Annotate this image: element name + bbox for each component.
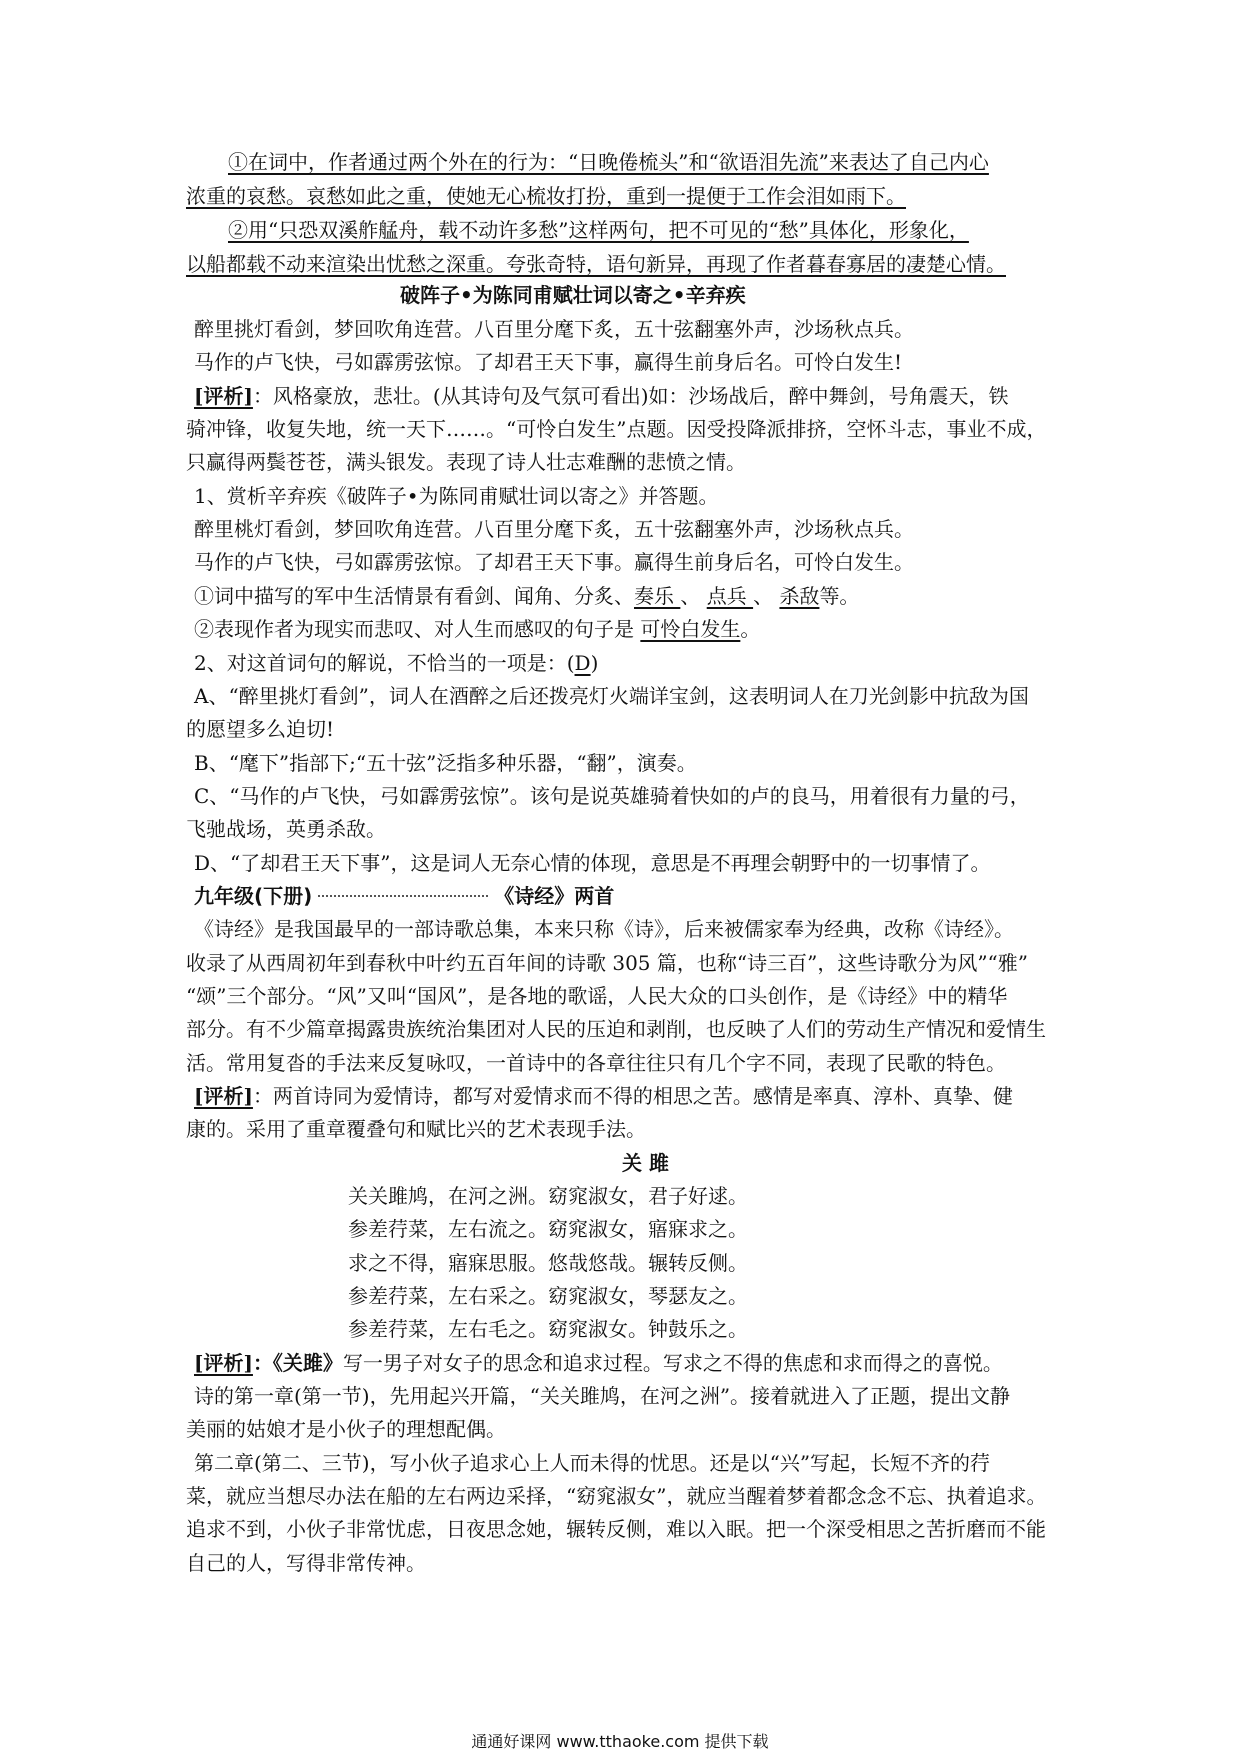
answer-blank: 点兵 [706,584,754,608]
page-footer: 通通好课网 www.tthaoke.com 提供下载 [471,1732,769,1751]
leader-dots [318,895,488,897]
option-d: D、“了却君王天下事”，这是词人无奈心情的体现，意思是不再理会朝野中的一切事情了。 [194,851,991,875]
question-1b [194,617,760,642]
commentary-line [194,1351,1003,1376]
answer-blank: 杀敌 [779,584,820,608]
question-text: ) [590,651,599,675]
commentary-line: 只赢得两鬓苍苍，满头银发。表现了诗人壮志难酬的悲愤之情。 [186,450,746,474]
commentary-line: 自己的人，写得非常传神。 [186,1551,426,1575]
question-text: 。 [740,617,761,641]
commentary-tag: [评析] [194,1084,253,1108]
answer-2-line-2: 以船都载不动来渲染出忧愁之深重。夸张奇特，语句新异，再现了作者暮春寡居的凄楚心情。 [186,252,1006,276]
separator: 、 [753,584,780,608]
commentary-line: 菜，就应当想尽办法在船的左右两边采择，“窈窕淑女”，就应当醒着梦着都念念不忘、执着追求。 [186,1484,1047,1508]
commentary-line: 康的。采用了重章覆叠句和赋比兴的艺术表现手法。 [186,1117,646,1141]
intro-line: “颂”三个部分。“风”又叫“国风”，是各地的歌谣，人民大众的口头创作，是《诗经》中的精华 [186,984,1008,1008]
question-text: ②表现作者为现实而悲叹、对人生而感叹的句子是 [194,617,641,641]
commentary-text: ：两首诗同为爱情诗，都写对爱情求而不得的相思之苦。感情是率真、淳朴、真挚、健 [252,1084,1013,1108]
chapter-heading [194,884,614,909]
question-1a [194,584,859,609]
commentary-line [194,384,1009,409]
poem-line: 参差荇菜，左右采之。窈窕淑女，琴瑟友之。 [348,1284,748,1308]
chapter-title: 《诗经》两首 [494,884,615,908]
poem-title-guanju: 关 雎 [622,1151,669,1175]
option-c-cont: 飞驰战场，英勇杀敌。 [186,817,386,841]
question-1: 1、赏析辛弃疾《破阵子•为陈同甫赋壮词以寄之》并答题。 [194,484,719,508]
question-text: 2、对这首词句的解说，不恰当的一项是：( [194,651,575,675]
option-b: B、“麾下”指部下;“五十弦”泛指多种乐器，“翻”，演奏。 [194,751,697,775]
question-poem-line: 马作的卢飞快，弓如霹雳弦惊。了却君王天下事。赢得生前身后名，可怜白发生。 [194,550,914,574]
poem-line: 醉里挑灯看剑，梦回吹角连营。八百里分麾下炙，五十弦翻塞外声，沙场秋点兵。 [194,317,914,341]
grade-label: 九年级(下册) [194,884,313,908]
question-text: ①词中描写的军中生活情景有看剑、闻角、分炙、 [194,584,634,608]
option-a: A、“醉里挑灯看剑”，词人在酒醉之后还拨亮灯火端详宝剑，这表明词人在刀光剑影中抗敌为国 [194,684,1029,708]
answer-blank: D [574,651,591,675]
commentary-text: ：风格豪放，悲壮。(从其诗句及气氛可看出)如：沙场战后，醉中舞剑，号角震天，铁 [252,384,1009,408]
commentary-line: 美丽的姑娘才是小伙子的理想配偶。 [186,1417,506,1441]
poem-line: 参差荇菜，左右流之。窈窕淑女，寤寐求之。 [348,1217,748,1241]
poem-title-pozhenzi: 破阵子•为陈同甫赋壮词以寄之•辛弃疾 [400,283,746,307]
answer-blank: 奏乐 [634,584,681,608]
commentary-line: 骑冲锋，收复失地，统一天下……。“可怜白发生”点题。因受投降派排挤，空怀斗志，事业不成， [186,417,1047,441]
option-a-cont: 的愿望多么迫切! [186,717,335,741]
commentary-subject: ：《关雎》 [252,1351,343,1375]
answer-1-line-1: ①在词中，作者通过两个外在的行为：“日晚倦梳头”和“欲语泪先流”来表达了自己内心 [228,150,989,174]
commentary-text: 写一男子对女子的思念和追求过程。写求之不得的焦虑和求而得之的喜悦。 [342,1351,1003,1375]
intro-line: 活。常用复沓的手法来反复咏叹，一首诗中的各章往往只有几个字不同，表现了民歌的特色。 [186,1051,1006,1075]
separator: 、 [680,584,707,608]
answer-blank: 可怜白发生 [640,617,741,641]
commentary-line: 诗的第一章(第一节)，先用起兴开篇，“关关雎鸠，在河之洲”。接着就进入了正题，提出文静 [194,1384,1011,1408]
commentary-tag: [评析] [194,1351,253,1375]
intro-line: 部分。有不少篇章揭露贵族统治集团对人民的压迫和剥削，也反映了人们的劳动生产情况和爱情生 [186,1017,1046,1041]
question-text: 等。 [819,584,860,608]
poem-line: 马作的卢飞快，弓如霹雳弦惊。了却君王天下事，赢得生前身后名。可怜白发生! [194,350,903,374]
question-2 [194,651,598,676]
poem-line: 关关雎鸠，在河之洲。窈窕淑女，君子好逑。 [348,1184,748,1208]
answer-2-line-1: ②用“只恐双溪舴艋舟，载不动许多愁”这样两句，把不可见的“愁”具体化，形象化， [228,218,969,242]
commentary-line [194,1084,1013,1109]
commentary-tag: [评析] [194,384,253,408]
poem-line: 求之不得，寤寐思服。悠哉悠哉。辗转反侧。 [348,1251,748,1275]
commentary-line: 第二章(第二、三节)，写小伙子追求心上人而未得的忧思。还是以“兴”写起，长短不齐的荇 [194,1451,991,1475]
intro-line: 收录了从西周初年到春秋中叶约五百年间的诗歌 305 篇，也称“诗三百”，这些诗歌分为风”“雅” [186,951,1029,975]
commentary-line: 追求不到，小伙子非常忧虑，日夜思念她，辗转反侧，难以入眠。把一个深受相思之苦折磨而不能 [186,1517,1046,1541]
question-poem-line: 醉里桃灯看剑，梦回吹角连营。八百里分麾下炙，五十弦翻塞外声，沙场秋点兵。 [194,517,914,541]
answer-1-line-2: 浓重的哀愁。哀愁如此之重，使她无心梳妆打扮，重到一提便于工作会泪如雨下。 [186,184,906,208]
poem-line: 参差荇菜，左右毛之。窈窕淑女。钟鼓乐之。 [348,1317,748,1341]
option-c: C、“马作的卢飞快，弓如霹雳弦惊”。该句是说英雄骑着快如的卢的良马，用着很有力量的弓， [194,784,1030,808]
intro-line: 《诗经》是我国最早的一部诗歌总集，本来只称《诗》，后来被儒家奉为经典，改称《诗经》。 [194,917,1014,941]
